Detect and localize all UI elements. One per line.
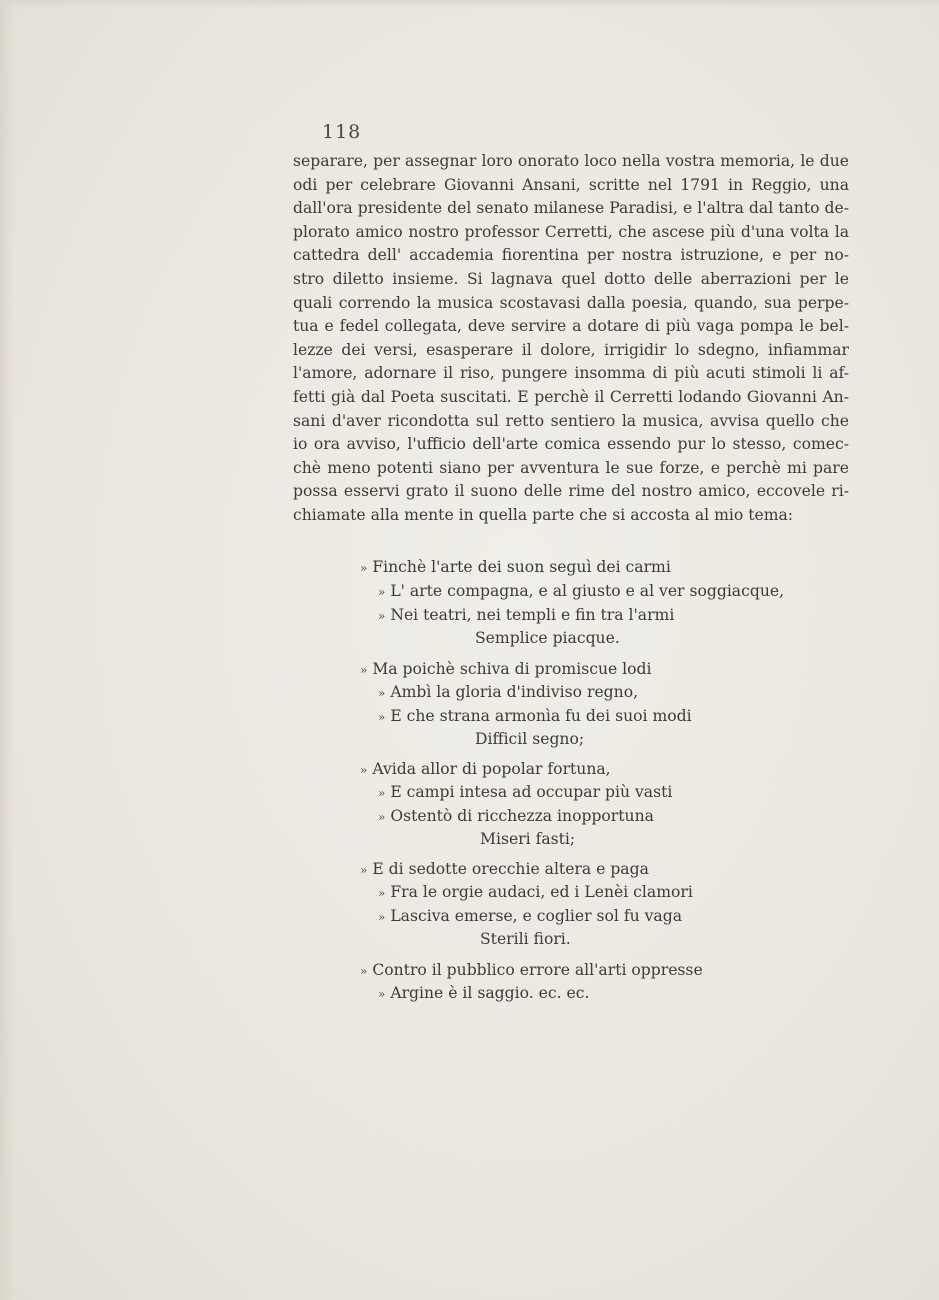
prose-line: lezze dei versi, esasperare il dolore, irrigidir lo sdegno, infiammar <box>293 340 849 359</box>
verse-text: E che strana armonìa fu dei suoi modi <box>390 707 692 725</box>
quote-mark: » <box>360 964 368 978</box>
verse-line: Miseri fasti; <box>480 830 576 848</box>
verse-line <box>360 557 671 578</box>
verse-text: Lasciva emerse, e coglier sol fu vaga <box>390 907 682 925</box>
prose-paragraph <box>293 150 849 528</box>
verse-text: Nei teatri, nei templi e fin tra l'armi <box>390 606 675 624</box>
quote-mark: » <box>378 910 386 924</box>
prose-line: cattedra dell' accademia fiorentina per nostra istruzione, e per no- <box>293 246 849 265</box>
prose-line: quali correndo la musica scostavasi dalla poesia, quando, sua perpe- <box>293 293 849 312</box>
quote-mark: » <box>360 561 368 575</box>
prose-line: plorato amico nostro professor Cerretti, che ascese più d'una volta la <box>293 222 849 241</box>
verse-text: Argine è il saggio. ec. ec. <box>390 984 590 1002</box>
verse-text: Ostentò di ricchezza inopportuna <box>390 807 654 825</box>
verse-line <box>360 659 652 680</box>
verse-line <box>360 759 611 780</box>
prose-line: tua e fedel collegata, deve servire a dotare di più vaga pompa le bel- <box>293 317 849 336</box>
quote-mark: » <box>378 786 386 800</box>
prose-line: fetti già dal Poeta suscitati. E perchè il Cerretti lodando Giovanni An- <box>293 387 849 406</box>
prose-line: separare, per assegnar loro onorato loco nella vostra memoria, le due <box>293 152 849 170</box>
prose-line: stro diletto insieme. Si lagnava quel dotto delle aberrazioni per le <box>293 269 849 288</box>
prose-line: io ora avviso, l'ufficio dell'arte comica essendo pur lo stesso, comec- <box>293 435 849 454</box>
quote-mark: » <box>378 810 386 824</box>
verse-text: Ma poichè schiva di promiscue lodi <box>372 660 652 678</box>
quote-mark: » <box>360 763 368 777</box>
verse-line <box>378 682 638 703</box>
quote-mark: » <box>378 886 386 900</box>
verse-line <box>378 983 589 1004</box>
prose-line: odi per celebrare Giovanni Ansani, scritte nel 1791 in Reggio, una <box>293 175 849 194</box>
verse-line <box>360 960 703 981</box>
verse-text: Avida allor di popolar fortuna, <box>372 760 611 778</box>
verse-line: Semplice piacque. <box>475 629 620 647</box>
prose-line: possa esservi grato il suono delle rime del nostro amico, eccovele ri- <box>293 482 849 501</box>
verse-line <box>378 806 654 827</box>
verse-line <box>378 581 784 602</box>
verse-line <box>378 605 674 626</box>
verse-line <box>378 906 682 927</box>
verse-text: L' arte compagna, e al giusto e al ver soggiacque, <box>390 582 785 600</box>
verse-text: E campi intesa ad occupar più vasti <box>390 783 673 801</box>
page-number: 118 <box>322 121 362 143</box>
verse-line: Difficil segno; <box>475 730 585 748</box>
verse-line <box>378 782 672 803</box>
prose-line: l'amore, adornare il riso, pungere insomma di più acuti stimoli li af- <box>293 364 849 383</box>
verse-line <box>378 882 693 903</box>
prose-line: chiamate alla mente in quella parte che si accosta al mio tema: <box>293 505 794 524</box>
verse-text: Contro il pubblico errore all'arti oppresse <box>372 961 703 979</box>
verse-line <box>378 706 692 727</box>
quote-mark: » <box>360 663 368 677</box>
quote-mark: » <box>378 987 386 1001</box>
page-top-shadow <box>0 0 939 8</box>
quote-mark: » <box>378 585 386 599</box>
page-edge-shadow <box>0 0 14 1300</box>
verse-text: Finchè l'arte dei suon seguì dei carmi <box>372 558 671 576</box>
verse-text: E di sedotte orecchie altera e paga <box>372 860 649 878</box>
prose-line: chè meno potenti siano per avventura le sue forze, e perchè mi pare <box>293 458 849 477</box>
quote-mark: » <box>360 863 368 877</box>
prose-line: sani d'aver ricondotta sul retto sentiero la musica, avvisa quello che <box>293 411 849 430</box>
verse-text: Ambì la gloria d'indiviso regno, <box>390 683 639 701</box>
verse-line: Sterili fiori. <box>480 930 571 948</box>
quote-mark: » <box>378 609 386 623</box>
verse-text: Fra le orgie audaci, ed i Lenèi clamori <box>390 883 693 901</box>
quote-mark: » <box>378 686 386 700</box>
quote-mark: » <box>378 710 386 724</box>
prose-line: dall'ora presidente del senato milanese Paradisi, e l'altra dal tanto de- <box>293 199 849 218</box>
verse-line <box>360 859 649 880</box>
